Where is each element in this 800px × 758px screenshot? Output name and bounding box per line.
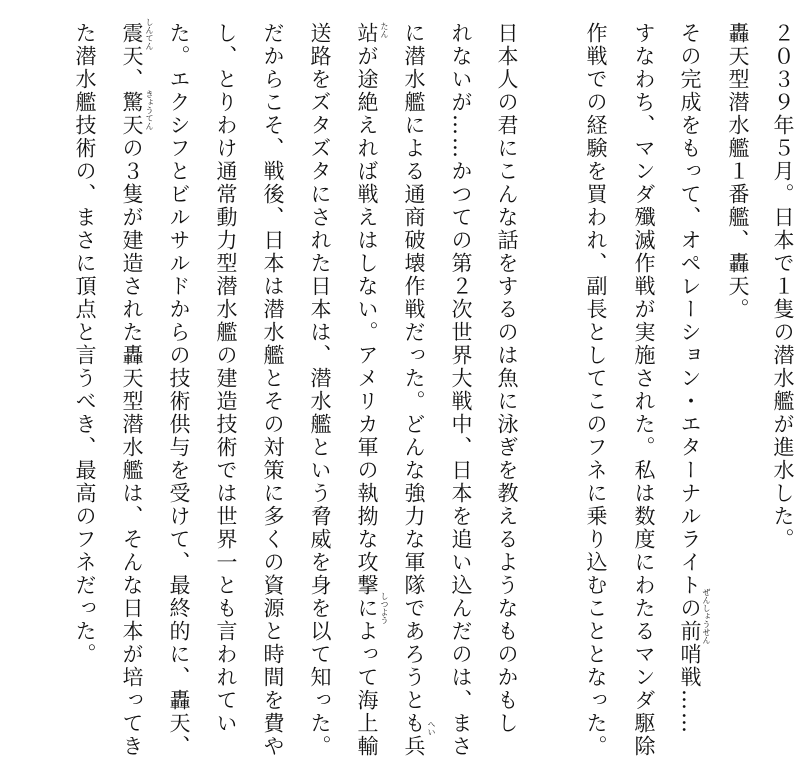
text-column-6: 日本人の君にこんな話をするのは魚に泳ぎを教えるようなものかもし [495, 22, 519, 735]
ruby-zenshousen: ぜんしょうせん [702, 588, 711, 644]
ruby-hei: へい [427, 720, 436, 736]
text-column-4: すなわち、マンダ殲滅作戦が実施された。私は数度にわたるマンダ駆除 [632, 22, 656, 758]
text-column-13: た。エクシフとビルサルドからの技術供与を受けて、最終的に、轟天、 [167, 22, 191, 758]
text-column-11: だからこそ、戦後、日本は潜水艦とその対策に多くの資源と時間を費や [261, 22, 285, 758]
ruby-shinten: しんてん [145, 18, 154, 50]
text-column-15: た潜水艦技術の、まさに頂点と言うべき、最高のフネだった。 [73, 22, 97, 666]
text-column-7: れないが……かつての第２次世界大戦中、日本を追い込んだのは、まさ [449, 22, 473, 758]
ruby-kyouten: きょうてん [145, 90, 154, 130]
text-column-3: その完成をもって、オペレーション・エターナルライトの前哨戦…… [678, 22, 702, 735]
text-column-1: ２０３９年５月。日本で１隻の潜水艦が進水した。 [771, 22, 795, 551]
ruby-shitsuyou: しつよう [380, 592, 389, 624]
ruby-tan: たん [380, 22, 389, 38]
text-column-2: 轟天型潜水艦１番艦、轟天。 [726, 22, 750, 321]
text-column-5: 作戦での経験を買われ、副長としてこのフネに乗り込むこととなった。 [584, 22, 608, 758]
text-column-10: 送路をズタズタにされた日本は、潜水艦という脅威を身を以て知った。 [308, 22, 332, 758]
text-column-9: 站が途絶えれば戦えはしない。アメリカ軍の執拗な攻撃によって海上輸 [355, 22, 379, 758]
text-column-8: に潜水艦による通商破壊作戦だった。どんな強力な軍隊であろうとも兵 [402, 22, 426, 758]
text-column-14: 震天、驚天の３隻が建造された轟天型潜水艦は、そんな日本が培ってき [120, 22, 144, 758]
text-column-12: し、とりわけ通常動力型潜水艦の建造技術では世界一とも言われてい [214, 22, 238, 735]
